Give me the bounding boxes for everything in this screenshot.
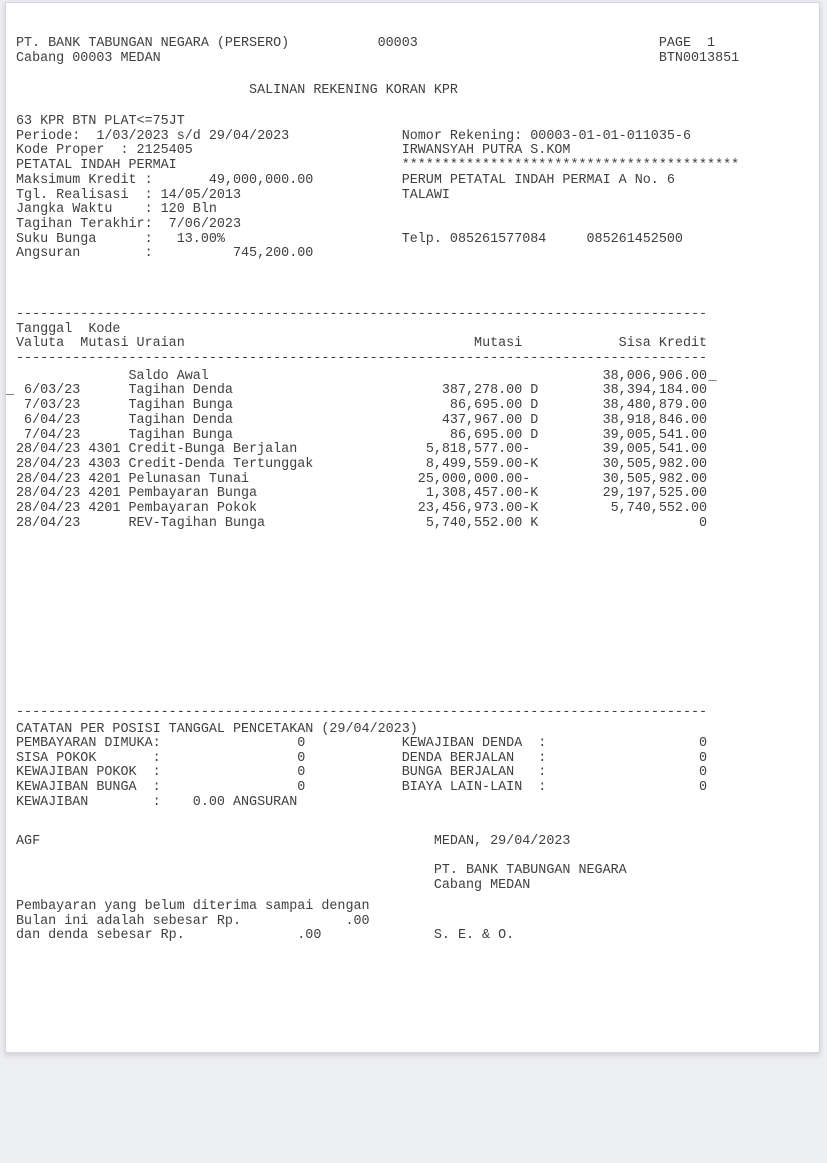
kode-cell: 4301 (88, 442, 121, 458)
title-line (16, 84, 747, 99)
table-row (16, 370, 747, 385)
mutasi-cell: 387,278.00 (441, 383, 523, 399)
maksimum-kredit: Maksimum Kredit : 49,000,000.00 (16, 172, 314, 188)
info-line (16, 189, 747, 204)
catatan-row (16, 766, 747, 781)
suku-bunga: Suku Bunga : 13.00% (16, 231, 225, 247)
divider-dashes: -------------------------------------------------------------------------------------- (16, 351, 708, 367)
mutasi-cell: 25,000,000.00 (417, 471, 523, 487)
sisa-kredit-cell: 30,505,982.00 (602, 471, 708, 487)
tagihan-terakhir: Tagihan Terakhir: 7/06/2023 (16, 216, 241, 232)
table-header-line-1 (16, 323, 747, 338)
bank-name: PT. BANK TABUNGAN NEGARA (PERSERO) (16, 36, 290, 51)
mutasi-cell: 5,818,577.00 (425, 442, 523, 458)
tanggal-cell: 28/04/23 (16, 471, 81, 487)
info-line (16, 174, 747, 189)
catatan-value: 0 (699, 736, 708, 751)
project-name: PETATAL INDAH PERMAI (16, 158, 177, 174)
uraian-cell: Pembayaran Bunga (128, 486, 258, 502)
mutasi-cell: 23,456,973.00 (417, 501, 523, 516)
divider-dashes: -------------------------------------------------------------------------------------- (16, 704, 708, 720)
seo-label: S. E. & O. (433, 928, 515, 944)
info-line (16, 233, 747, 248)
table-row (16, 487, 747, 502)
sisa-kredit-cell: 0 (699, 515, 708, 531)
table-row (16, 414, 747, 429)
catatan-label: KEWAJIBAN POKOK : (16, 765, 161, 781)
footer-line (16, 929, 747, 944)
statement-page (5, 2, 820, 1053)
tanggal-cell: 7/03/23 (24, 398, 81, 414)
info-line (16, 144, 747, 159)
table-row (16, 443, 747, 458)
branch-line: Cabang 00003 MEDAN (16, 50, 161, 66)
tanggal-cell: 28/04/23 (16, 456, 81, 472)
table-row (16, 502, 747, 517)
mutasi-cell: 8,499,559.00 (425, 456, 523, 472)
page-number: PAGE 1 (658, 36, 716, 51)
catatan-label: PEMBAYARAN DIMUKA: (16, 736, 161, 751)
uraian-cell: Pelunasan Tunai (128, 471, 250, 487)
angsuran: Angsuran : 745,200.00 (16, 246, 314, 262)
tanggal-cell: 28/04/23 (16, 442, 81, 458)
uraian-cell: Tagihan Denda (128, 412, 233, 428)
tgl-realisasi: Tgl. Realisasi : 14/05/2013 (16, 187, 241, 203)
info-line (16, 247, 747, 262)
table-row (16, 473, 747, 488)
sisa-kredit-cell: 38,480,879.00 (602, 398, 708, 414)
col-header-mutasi: Mutasi (474, 336, 523, 352)
statement-content (6, 3, 747, 1043)
sisa-kredit-cell: 39,005,541.00 (602, 427, 708, 443)
divider-dashes: -------------------------------------------------------------------------------------- (16, 307, 708, 322)
catatan-kewajiban-line (16, 796, 747, 811)
tanggal-cell: 7/04/23 (24, 427, 81, 443)
mutasi-suffix: -K (522, 486, 539, 502)
uraian-cell: Credit-Bunga Berjalan (128, 442, 298, 458)
header-line-1 (16, 37, 747, 52)
tanggal-cell: 28/04/23 (16, 515, 81, 531)
catatan-label: SISA POKOK : (16, 750, 161, 766)
col-header-valuta-mutasi-uraian: Valuta Mutasi Uraian (16, 336, 185, 352)
table-row (16, 399, 747, 414)
product-name: 63 KPR BTN PLAT<=75JT (16, 114, 185, 129)
catatan-label: KEWAJIBAN BUNGA : (16, 780, 161, 796)
sisa-kredit-cell: 38,006,906.00 (602, 368, 708, 384)
customer-address-2: TALAWI (401, 187, 450, 203)
sisa-kredit-cell: 30,505,982.00 (602, 456, 708, 472)
mutasi-cell: 5,740,552.00 (425, 515, 523, 531)
customer-address-1: PERUM PETATAL INDAH PERMAI A No. 6 (401, 172, 675, 188)
uraian-cell: REV-Tagihan Bunga (128, 515, 266, 531)
catatan-label: BIAYA LAIN-LAIN : (401, 780, 547, 796)
mutasi-suffix: D (522, 383, 539, 399)
kode-cell: 4201 (88, 471, 121, 487)
uraian-cell: Tagihan Denda (128, 383, 233, 399)
mutasi-suffix: K (522, 515, 539, 531)
sisa-kredit-cell: 39,005,541.00 (602, 442, 708, 458)
page-title: SALINAN REKENING KORAN KPR (249, 83, 458, 98)
catatan-label: KEWAJIBAN DENDA : (401, 736, 547, 751)
kode-cell: 4201 (88, 501, 121, 516)
note-line: dan denda sebesar Rp. .00 (16, 928, 322, 944)
kode-cell: 4201 (88, 486, 121, 502)
divider-line (16, 706, 747, 721)
footer-line (16, 915, 747, 930)
catatan-row (16, 781, 747, 796)
divider-line (16, 352, 747, 367)
sisa-kredit-cell: 38,918,846.00 (602, 412, 708, 428)
account-number: Nomor Rekening: 00003-01-01-011035-6 (401, 128, 691, 144)
jangka-waktu: Jangka Waktu : 120 Bln (16, 202, 217, 218)
info-line (16, 115, 747, 130)
uraian-cell: Credit-Denda Tertunggak (128, 456, 314, 472)
periode: Periode: 1/03/2023 s/d 29/04/2023 (16, 128, 290, 144)
catatan-value: 0 (699, 780, 708, 796)
note-line: Pembayaran yang belum diterima sampai dengan (16, 899, 370, 914)
mutasi-suffix: -K (522, 456, 539, 472)
catatan-row (16, 737, 747, 752)
mutasi-cell: 86,695.00 (449, 427, 523, 443)
uraian-cell: Saldo Awal (128, 368, 209, 384)
info-line (16, 159, 747, 174)
footer-line (16, 900, 747, 915)
footer-line (16, 864, 747, 879)
info-line (16, 218, 747, 233)
sisa-kredit-cell: 29,197,525.00 (602, 486, 708, 502)
catatan-value: 0 (297, 765, 306, 781)
kode-cell: 4303 (88, 456, 121, 472)
catatan-label: BUNGA BERJALAN : (401, 765, 547, 781)
kewajiban-angsuran: KEWAJIBAN : 0.00 ANGSURAN (16, 794, 298, 810)
mutasi-suffix: - (522, 442, 531, 458)
agf-label: AGF (16, 834, 41, 849)
tanggal-cell: 6/03/23 (24, 383, 81, 399)
mutasi-cell: 1,308,457.00 (425, 486, 523, 502)
uraian-cell: Tagihan Bunga (128, 398, 233, 414)
header-line-2 (16, 52, 747, 67)
catatan-label: DENDA BERJALAN : (401, 750, 547, 766)
catatan-value: 0 (297, 750, 306, 766)
footer-line (16, 879, 747, 894)
scan-artifact-underscore: _ (6, 383, 15, 398)
mutasi-suffix: D (522, 427, 539, 443)
catatan-title: CATATAN PER POSISI TANGGAL PENCETAKAN (29/04/2023) (16, 721, 418, 737)
tanggal-cell: 28/04/23 (16, 486, 81, 502)
table-row (16, 458, 747, 473)
col-header-sisa-kredit: Sisa Kredit (618, 336, 708, 352)
catatan-row (16, 752, 747, 767)
tanggal-cell: 6/04/23 (24, 412, 81, 428)
kode-proper: Kode Proper : 2125405 (16, 143, 193, 159)
mutasi-cell: 437,967.00 (441, 412, 523, 428)
mutasi-suffix: D (522, 412, 539, 428)
catatan-value: 0 (699, 750, 708, 766)
mutasi-suffix: D (522, 398, 539, 414)
mutasi-suffix: - (522, 471, 531, 487)
branch-code: 00003 (377, 36, 418, 51)
footer-line (16, 835, 747, 850)
uraian-cell: Pembayaran Pokok (128, 501, 258, 516)
customer-name: IRWANSYAH PUTRA S.KOM (401, 143, 571, 159)
catatan-value: 0 (297, 780, 306, 796)
scan-artifact-underscore: _ (708, 369, 717, 384)
uraian-cell: Tagihan Bunga (128, 427, 233, 443)
catatan-value: 0 (699, 765, 708, 781)
table-header-line-2 (16, 337, 747, 352)
info-line (16, 130, 747, 145)
masked-row: ****************************************** (401, 158, 740, 174)
document-number: BTN0013851 (658, 50, 740, 66)
note-line: Bulan ini adalah sebesar Rp. .00 (16, 913, 370, 929)
sisa-kredit-cell: 38,394,184.00 (602, 383, 708, 399)
catatan-value: 0 (297, 736, 306, 751)
table-row (16, 384, 747, 399)
sisa-kredit-cell: 5,740,552.00 (610, 501, 708, 516)
city-date: MEDAN, 29/04/2023 (433, 834, 571, 849)
signature-branch: Cabang MEDAN (433, 878, 531, 894)
signature-bank-name: PT. BANK TABUNGAN NEGARA (433, 863, 627, 879)
mutasi-suffix: -K (522, 501, 539, 516)
tanggal-cell: 28/04/23 (16, 501, 81, 516)
mutasi-cell: 86,695.00 (449, 398, 523, 414)
phone-numbers: Telp. 085261577084 085261452500 (401, 231, 683, 247)
catatan-title-line (16, 723, 747, 738)
table-row (16, 429, 747, 444)
info-line (16, 203, 747, 218)
table-row (16, 517, 747, 532)
divider-line (16, 308, 747, 323)
col-header-tanggal-kode: Tanggal Kode (16, 321, 121, 337)
